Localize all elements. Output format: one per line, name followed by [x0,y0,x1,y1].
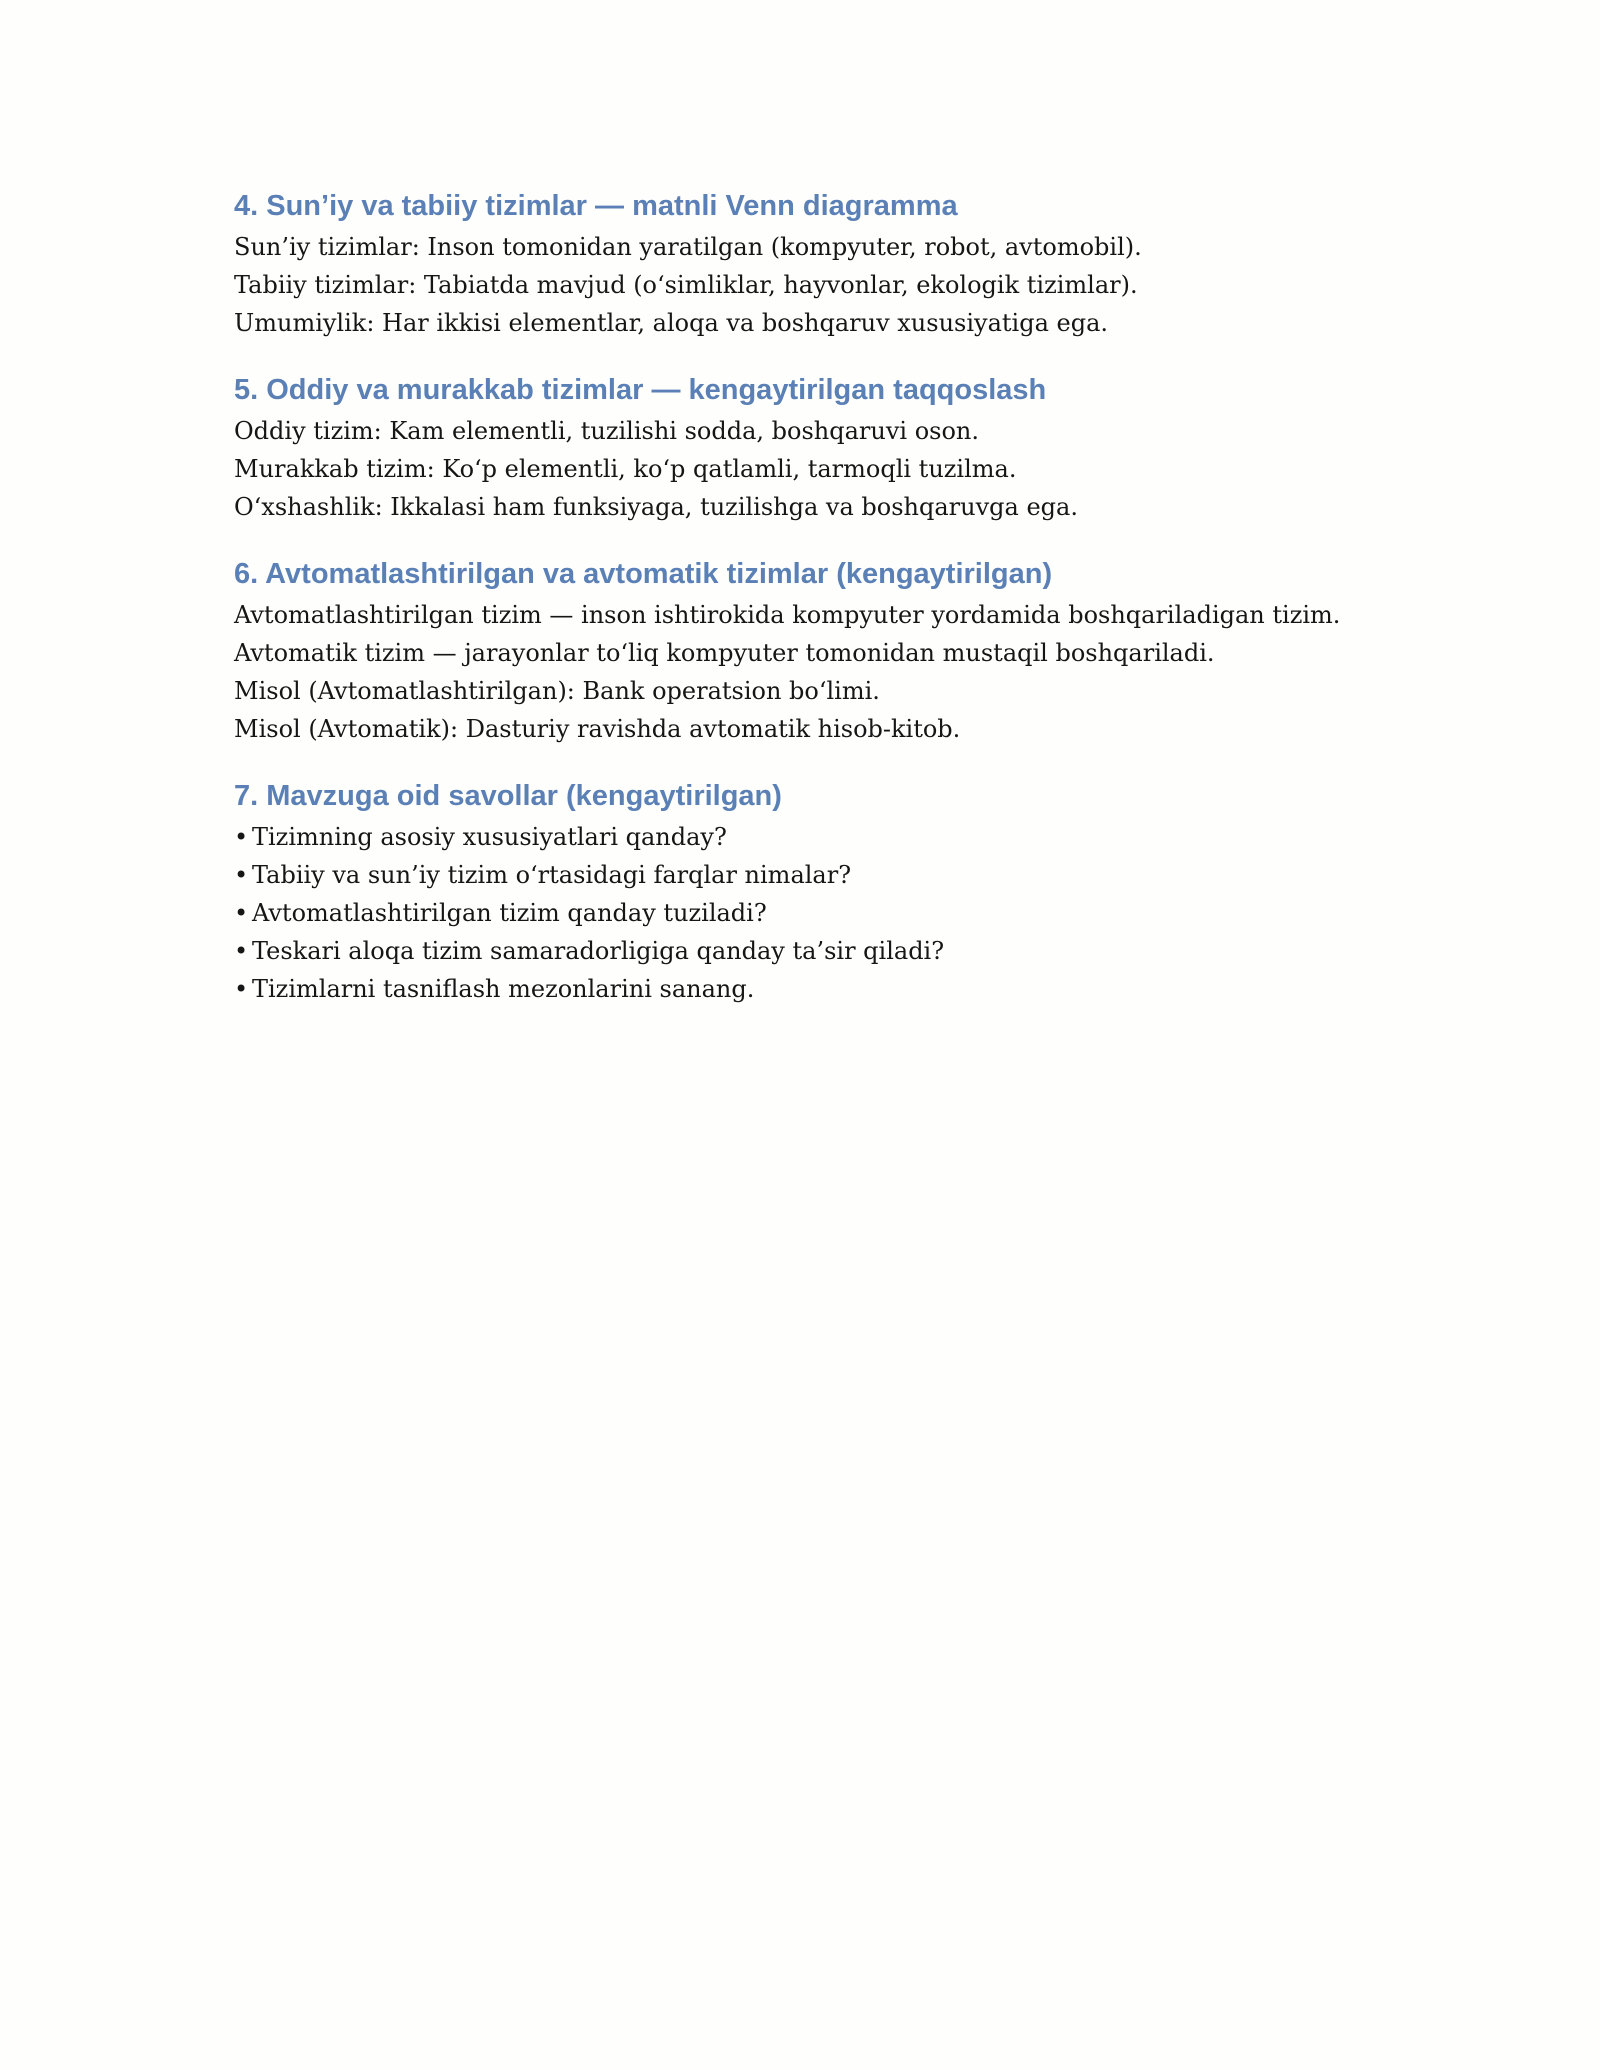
section-artificial-natural-systems [234,186,1414,342]
bullet-icon: • [234,899,249,927]
paragraph-line: Sun’iy tizimlar: Inson tomonidan yaratilgan (kompyuter, robot, avtomobil). [234,233,1142,261]
bullet-icon: • [234,861,249,889]
document-content [234,186,1414,1036]
paragraph-line: Avtomatlashtirilgan tizim — inson ishtirokida kompyuter yordamida boshqariladigan tizim. [234,601,1341,629]
list-item [234,856,1414,894]
paragraph-line: Misol (Avtomatlashtirilgan): Bank operatsion boʻlimi. [234,677,880,705]
list-item [234,932,1414,970]
list-item-text: Tizimlarni tasniflash mezonlarini sanang. [252,975,755,1003]
section-heading: 7. Mavzuga oid savollar (kengaytirilgan) [234,780,782,812]
paragraph-line: Tabiiy tizimlar: Tabiatda mavjud (oʻsimliklar, hayvonlar, ekologik tizimlar). [234,271,1138,299]
bullet-icon: • [234,975,249,1003]
list-item [234,894,1414,932]
section-topic-questions [234,776,1414,1008]
list-item-text: Tizimning asosiy xususiyatlari qanday? [252,823,727,851]
list-item [234,970,1414,1008]
section-simple-complex-systems [234,370,1414,526]
list-item-text: Tabiiy va sun’iy tizim oʻrtasidagi farqlar nimalar? [252,861,852,889]
bullet-icon: • [234,823,249,851]
section-heading: 4. Sun’iy va tabiiy tizimlar — matnli Venn diagramma [234,190,958,222]
section-heading: 6. Avtomatlashtirilgan va avtomatik tizimlar (kengaytirilgan) [234,558,1053,590]
list-item [234,818,1414,856]
bullet-icon: • [234,937,249,965]
section-automated-automatic-systems [234,554,1414,748]
paragraph-line: Murakkab tizim: Koʻp elementli, koʻp qatlamli, tarmoqli tuzilma. [234,455,1017,483]
paragraph-line: Misol (Avtomatik): Dasturiy ravishda avtomatik hisob-kitob. [234,715,961,743]
paragraph-line: Oʻxshashlik: Ikkalasi ham funksiyaga, tuzilishga va boshqaruvga ega. [234,493,1078,521]
questions-list [234,818,1414,1008]
paragraph-line: Oddiy tizim: Kam elementli, tuzilishi sodda, boshqaruvi oson. [234,417,980,445]
list-item-text: Teskari aloqa tizim samaradorligiga qanday ta’sir qiladi? [252,937,945,965]
paragraph-line: Avtomatik tizim — jarayonlar toʻliq kompyuter tomonidan mustaqil boshqariladi. [234,639,1215,667]
list-item-text: Avtomatlashtirilgan tizim qanday tuziladi? [252,899,767,927]
paragraph-line: Umumiylik: Har ikkisi elementlar, aloqa va boshqaruv xususiyatiga ega. [234,309,1109,337]
section-heading: 5. Oddiy va murakkab tizimlar — kengaytirilgan taqqoslash [234,374,1047,406]
